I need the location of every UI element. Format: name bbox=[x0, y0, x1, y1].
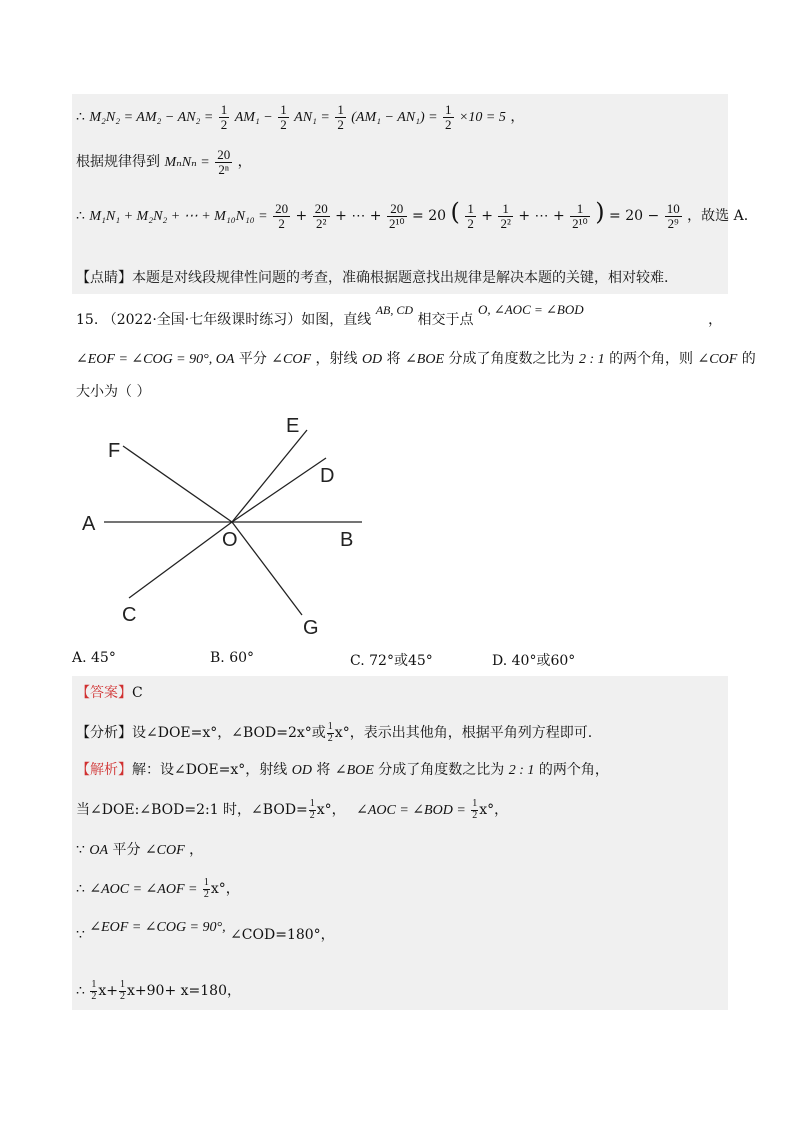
option-A[interactable]: A. 45° bbox=[72, 650, 116, 666]
question-line-1: 15. （2022·全国·七年级课时练习）如图，直线 AB, CD 相交于点 O, ∠AOC = ∠BOD ， bbox=[76, 302, 723, 328]
eq-mnnn: MₙNₙ = bbox=[164, 155, 210, 171]
eq-sum: M₁N₁ + M₂N₂ + ⋯ + M₁₀N₁₀ = bbox=[89, 209, 268, 224]
ray-OG bbox=[232, 522, 302, 615]
question-line-3: 大小为（ ） bbox=[76, 384, 151, 400]
label-G: G bbox=[303, 617, 319, 639]
option-D[interactable]: D. 40°或60° bbox=[492, 653, 576, 669]
question-number: 15. bbox=[76, 312, 99, 328]
answer-line: 【答案】C bbox=[76, 685, 143, 701]
ray-OC bbox=[129, 522, 232, 598]
label-E: E bbox=[286, 415, 300, 437]
answer-tag: 【答案】 bbox=[76, 685, 132, 701]
top-line-1: ∴ M₂N₂ = AM₂ − AN₂ = $\frac{1}{2}$ AM₁ − $\frac{1}{2}$ AN₁ = $\frac{1}{2}$ (AM₁ − AN₁) = $\frac{1}{2}$ ×10 = 5 ， bbox=[76, 102, 525, 132]
analysis-tag: 【分析】 bbox=[76, 725, 132, 741]
label-D: D bbox=[320, 465, 335, 487]
comment-tag: 【点睛】 bbox=[76, 270, 132, 286]
top-line-2: 根据规律得到 MₙNₙ = $\frac{20}{\text{2ⁿ}}$ ， bbox=[76, 147, 252, 177]
solution-line-4: ∴ ∠AOC = ∠AOF = $\frac{1}{2}$ x°， bbox=[76, 877, 240, 900]
label-B: B bbox=[340, 529, 354, 551]
option-B[interactable]: B. 60° bbox=[210, 650, 255, 666]
solution-tag: 【解析】 bbox=[76, 762, 132, 778]
solution-line-3: ∵ OA 平分 ∠COF ， bbox=[76, 842, 204, 858]
analysis-line: 【分析】设∠DOE=x°，∠BOD=2x°或 $\frac{1}{2}$ x°，表示出其他角，根据平角列方程即可. bbox=[76, 721, 593, 744]
label-C: C bbox=[122, 604, 137, 626]
eq-m2n2: M₂N₂ = AM₂ − AN₂ = bbox=[89, 110, 214, 126]
solution-line-1: 【解析】解：设∠DOE=x°，射线 OD 将 ∠BOE 分成了角度数之比为 2 : 1 的两个角， bbox=[76, 762, 609, 778]
solution-line-6: ∴ $\frac{1}{2}$ x+ $\frac{1}{2}$ x+90+ x=180， bbox=[76, 979, 241, 1002]
solution-line-2: 当∠DOE:∠BOD=2:1 时，∠BOD= $\frac{1}{2}$ x°， ∠AOC = ∠BOD = $\frac{1}{2}$ x°， bbox=[76, 798, 509, 821]
top-line-3: ∴ M₁N₁ + M₂N₂ + ⋯ + M₁₀N₁₀ = $\frac{20}{2}$ + $\frac{20}{\text{2²}}$ + ⋯ + $\frac{20}{\text{2¹⁰}}$ = 20 ( $\frac{1}{2}$ + $\frac{1}{\text{2²}}$ + ⋯ + $\frac{1}{\text{2¹⁰}}$ ) = 20 − $\frac{10}{\text{2⁹}}$ ，故选 A. bbox=[76, 198, 749, 231]
solution-line-5: ∵ ∠EOF = ∠COG = 90°, ∠COD=180°， bbox=[76, 920, 335, 943]
comment-line: 【点睛】本题是对线段规律性问题的考查，准确根据题意找出规律是解决本题的关键，相对较难. bbox=[76, 270, 669, 286]
label-A: A bbox=[82, 513, 96, 535]
question-line-2: ∠EOF = ∠COG = 90°, OA 平分 ∠COF ，射线 OD 将 ∠BOE 分成了角度数之比为 2 : 1 的两个角，则 ∠COF 的 bbox=[76, 351, 756, 367]
ray-OF bbox=[123, 446, 232, 522]
ray-OD bbox=[232, 458, 326, 522]
ray-OE bbox=[232, 430, 307, 522]
option-C[interactable]: C. 72°或45° bbox=[350, 653, 433, 669]
label-F: F bbox=[108, 440, 121, 462]
label-O: O bbox=[222, 529, 238, 551]
